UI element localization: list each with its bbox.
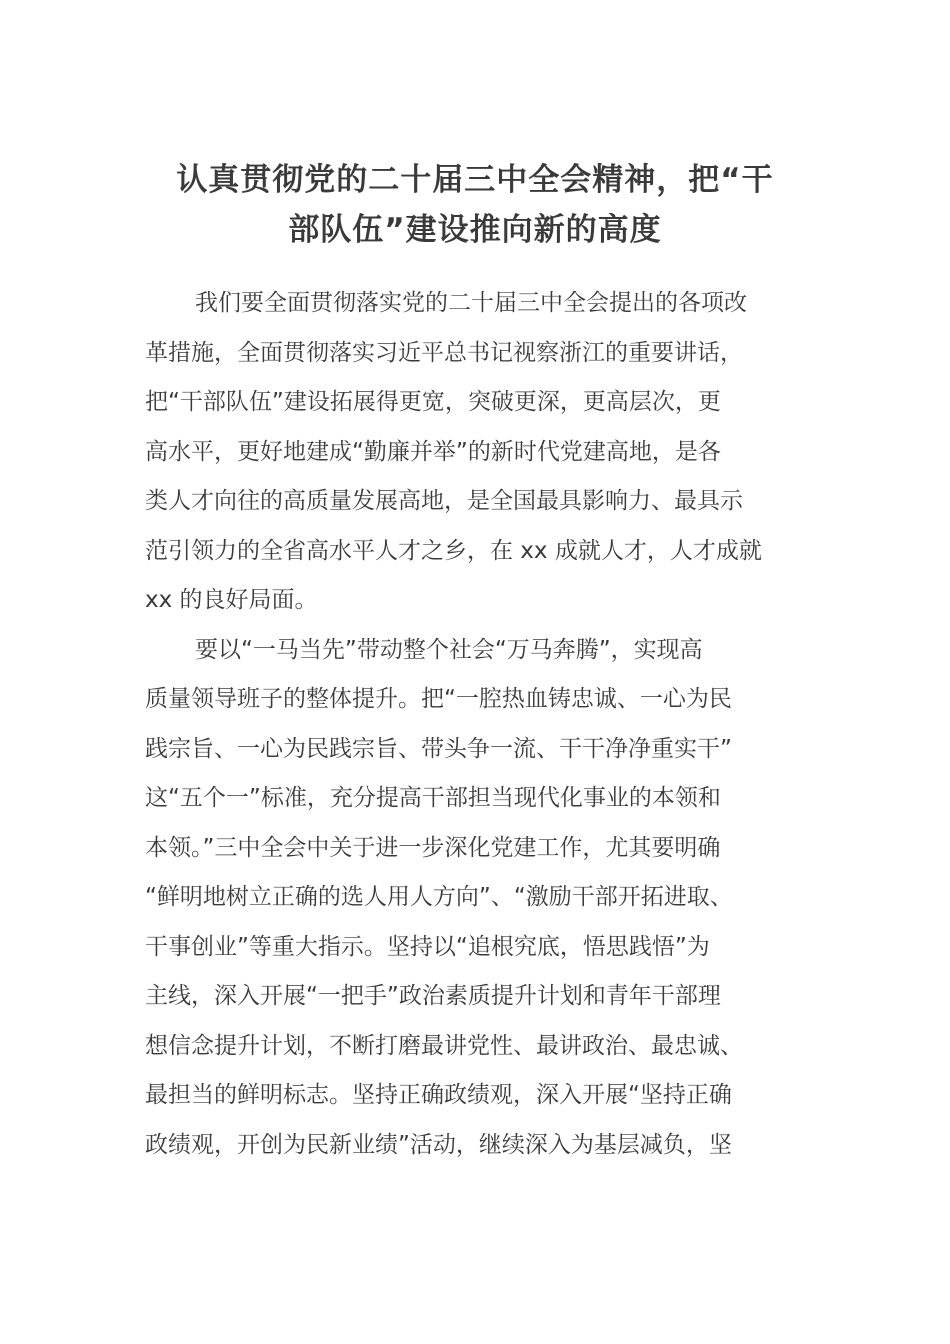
paragraph-line: 这“五个一”标准，充分提高干部担当现代化事业的本领和 (145, 785, 721, 811)
title-line: 部队伍”建设推向新的高度 (288, 212, 662, 248)
document-body (145, 279, 805, 1170)
paragraph-line: 类人才向往的高质量发展高地，是全国最具影响力、最具示 (145, 488, 743, 514)
paragraph-line: 把“干部队伍”建设拓展得更宽，突破更深，更高层次，更 (145, 389, 721, 415)
paragraph-line: 本领。”三中全会中关于进一步深化党建工作，尤其要明确 (145, 834, 721, 861)
paragraph-line: 践宗旨、一心为民践宗旨、带头争一流、干干净净重实干” (145, 735, 732, 762)
paragraph-line: 主线，深入开展“一把手”政治素质提升计划和青年干部理 (145, 983, 721, 1009)
paragraph-line: 政绩观，开创为民新业绩”活动，继续深入为基层减负，坚 (145, 1131, 732, 1158)
paragraph-line: 想信念提升计划，不断打磨最讲党性、最讲政治、最忠诚、 (145, 1032, 743, 1059)
document-title (130, 155, 820, 255)
paragraph-line: 最担当的鲜明标志。坚持正确政绩观，深入开展“坚持正确 (145, 1082, 732, 1108)
paragraph-line: “鲜明地树立正确的选人用人方向”、“激励干部开拓进取、 (145, 884, 733, 910)
paragraph-line: 质量领导班子的整体提升。把“一腔热血铸忠诚、一心为民 (145, 686, 732, 712)
title-line: 认真贯彻党的二十届三中全会精神，把“干 (176, 162, 774, 198)
paragraph-line: 范引领力的全省高水平人才之乡，在 xx 成就人才，人才成就 (145, 537, 762, 564)
paragraph-line: 我们要全面贯彻落实党的二十届三中全会提出的各项改 (195, 290, 747, 316)
paragraph-line: xx 的良好局面。 (145, 587, 318, 613)
paragraph-line: 干事创业”等重大指示。坚持以“追根究底，悟思践悟”为 (145, 933, 710, 960)
paragraph-line: 革措施，全面贯彻落实习近平总书记视察浙江的重要讲话， (145, 339, 743, 366)
paragraph-2 (145, 626, 805, 1171)
paragraph-line: 高水平，更好地建成“勤廉并举”的新时代党建高地，是各 (145, 438, 721, 465)
paragraph-line: 要以“一马当先”带动整个社会“万马奔腾”，实现高 (195, 636, 703, 663)
paragraph-1 (145, 279, 805, 626)
